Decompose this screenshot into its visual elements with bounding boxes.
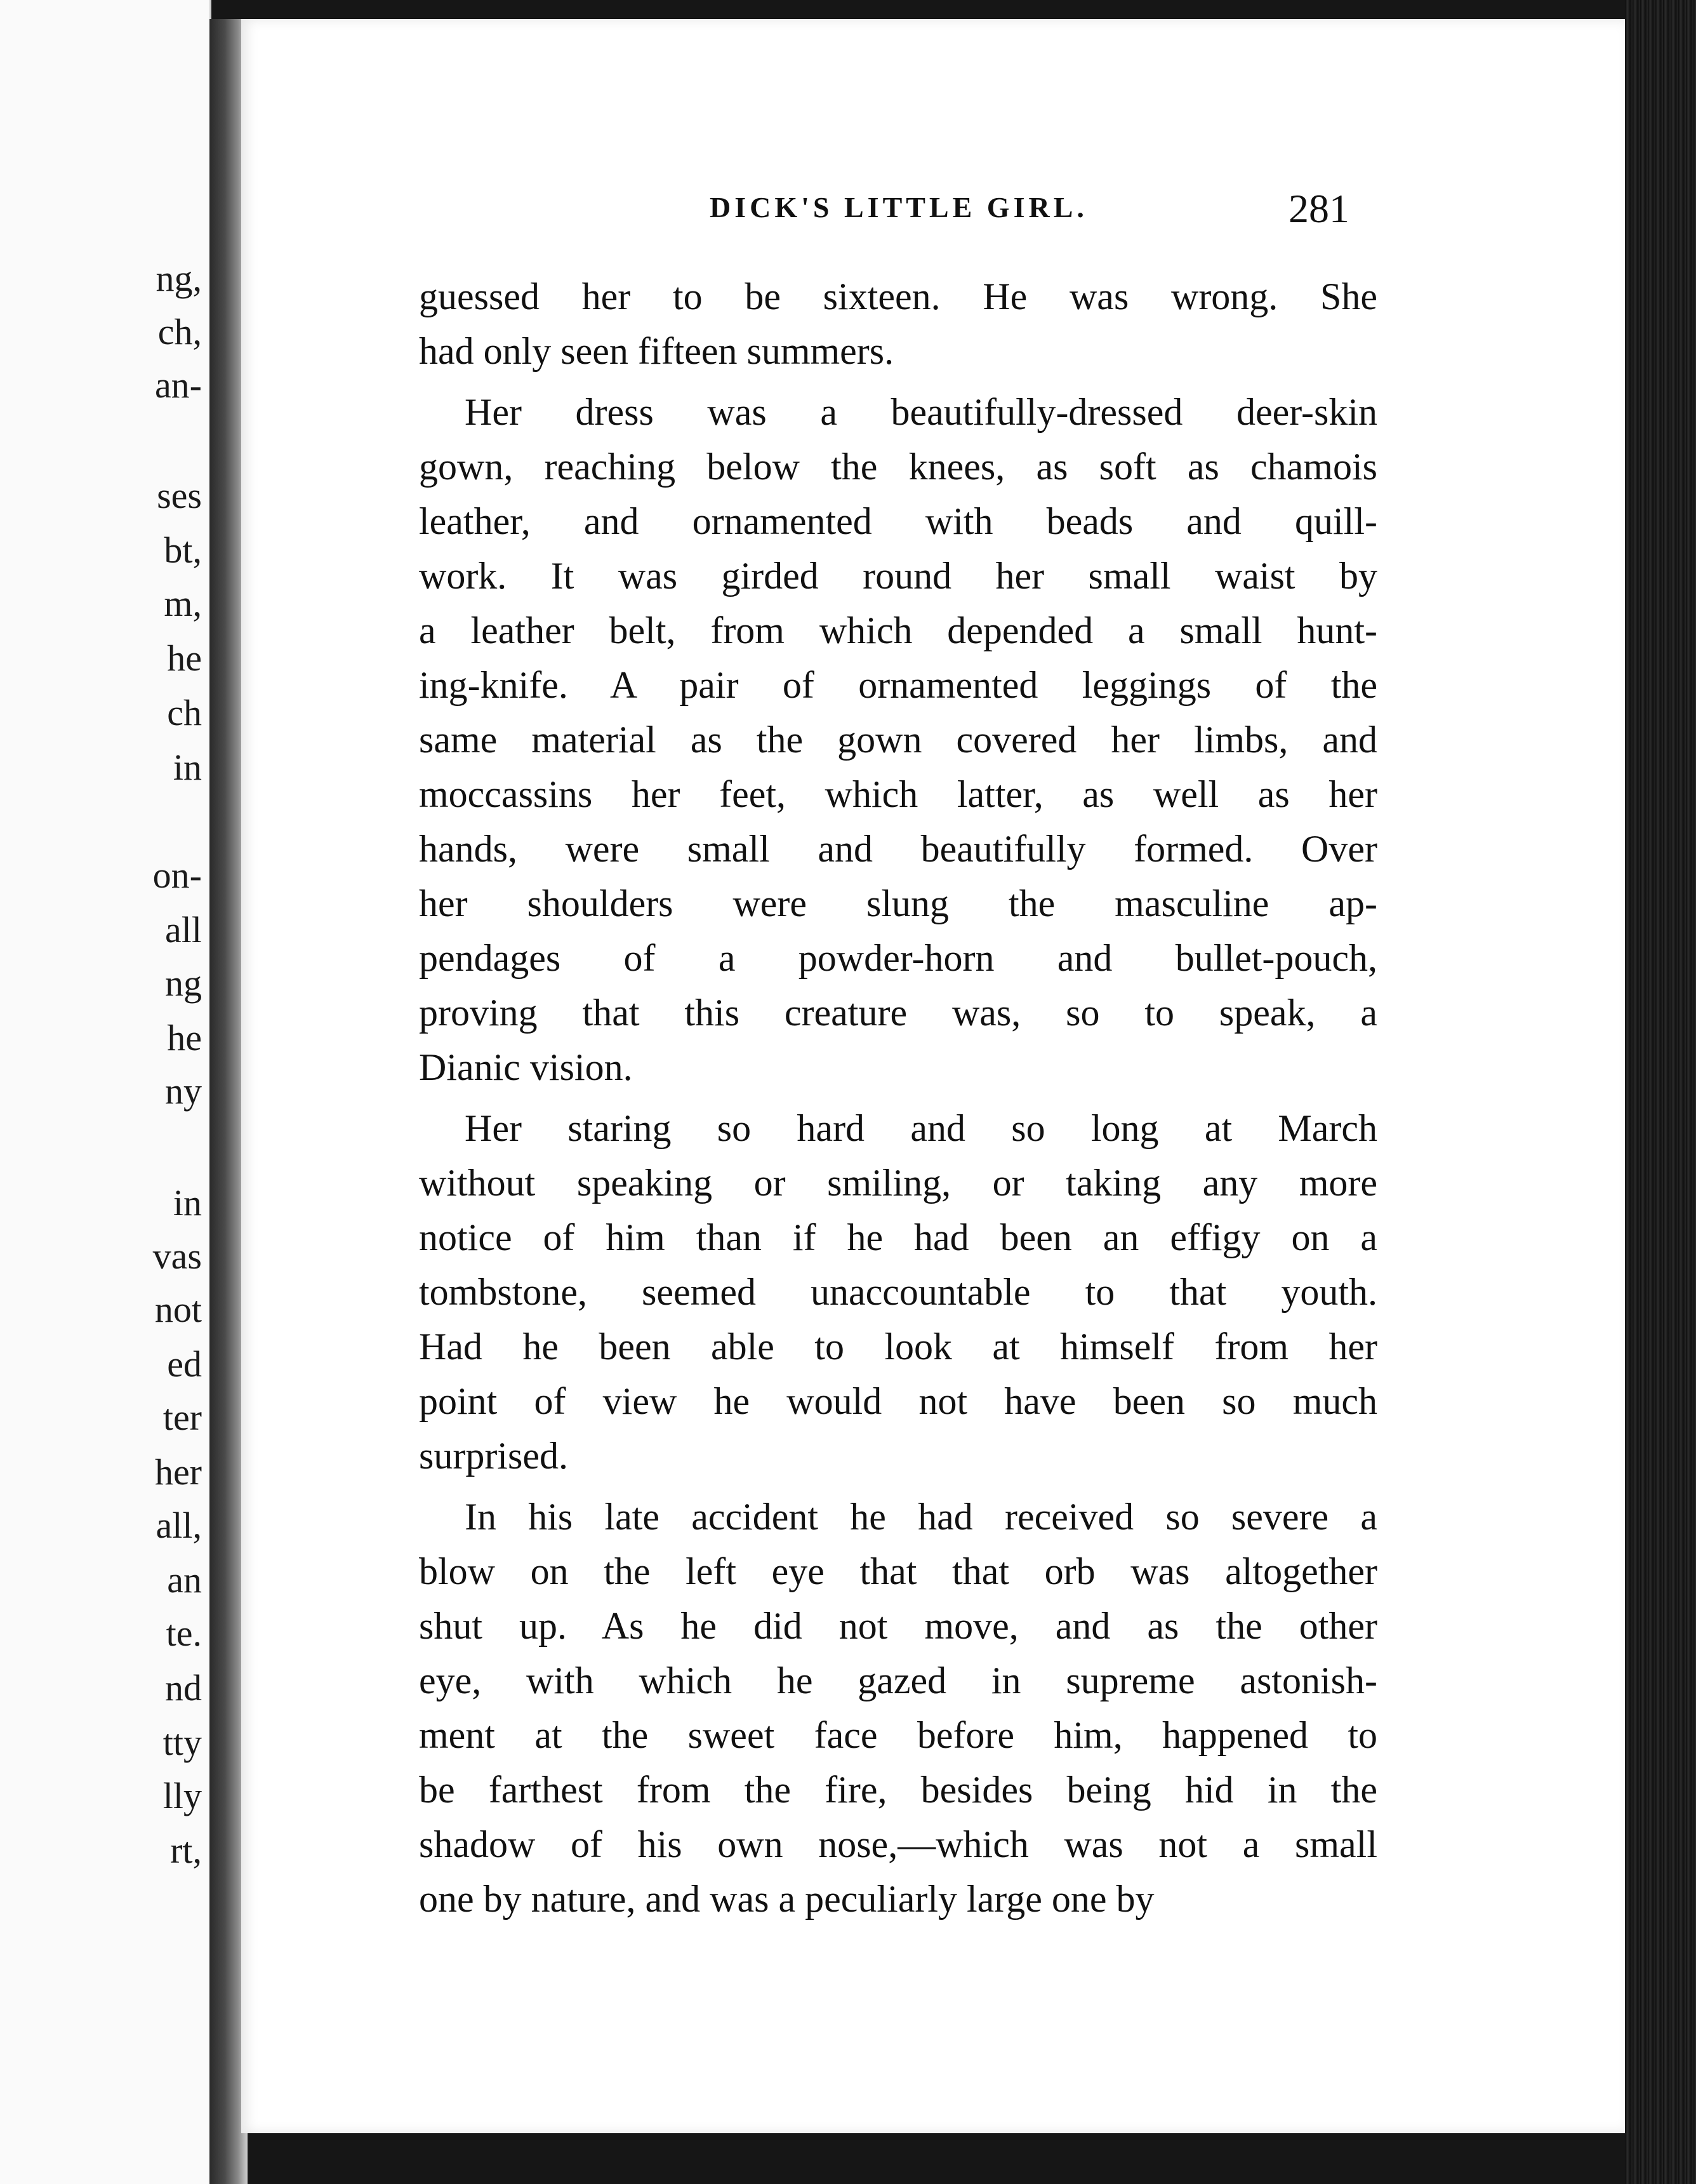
text-line: Dianic vision. bbox=[419, 1046, 633, 1088]
left-page-fragment: te. bbox=[166, 1613, 202, 1654]
left-page-fragment: on- bbox=[152, 855, 202, 896]
left-page-fragment: bt, bbox=[164, 529, 202, 571]
text-line: tombstone, seemed unaccountable to that youth. bbox=[419, 1271, 1377, 1313]
left-page-fragment: rt, bbox=[170, 1830, 202, 1871]
text-line: moccassins her feet, which latter, as well as her bbox=[419, 773, 1377, 815]
text-line: be farthest from the fire, besides being hid in the bbox=[419, 1769, 1377, 1811]
left-page-fragment: an bbox=[167, 1559, 202, 1601]
left-page-fragment: ch bbox=[167, 692, 202, 733]
text-line: Had he been able to look at himself from her bbox=[419, 1326, 1377, 1368]
paragraph-gap bbox=[419, 1483, 1377, 1489]
page-text bbox=[419, 269, 1377, 1926]
paragraph bbox=[419, 385, 1377, 1095]
paragraph-gap bbox=[419, 378, 1377, 385]
text-line: gown, reaching below the knees, as soft as chamois bbox=[419, 446, 1377, 488]
left-page-fragment: ng bbox=[165, 962, 202, 1004]
text-line: had only seen fifteen summers. bbox=[419, 330, 894, 372]
paragraph bbox=[419, 1101, 1377, 1483]
text-line: her shoulders were slung the masculine ap- bbox=[419, 882, 1377, 924]
left-page-fragment: ng, bbox=[156, 258, 202, 299]
left-page-fragment: in bbox=[173, 1182, 202, 1223]
paragraph-gap bbox=[419, 1095, 1377, 1101]
text-line: In his late accident he had received so severe a bbox=[465, 1496, 1377, 1538]
text-line: notice of him than if he had been an effigy on a bbox=[419, 1216, 1377, 1258]
text-line: blow on the left eye that that orb was altogether bbox=[419, 1550, 1377, 1592]
book-edge bbox=[1625, 0, 1696, 2184]
left-page-fragment: her bbox=[154, 1451, 202, 1493]
left-page-fragment: ses bbox=[157, 475, 202, 516]
text-line: eye, with which he gazed in supreme astonish- bbox=[419, 1660, 1377, 1701]
text-line: hands, were small and beautifully formed. Over bbox=[419, 828, 1377, 870]
text-line: work. It was girded round her small waist by bbox=[419, 555, 1377, 597]
text-line: leather, and ornamented with beads and quill- bbox=[419, 500, 1377, 542]
left-page-fragment: ed bbox=[167, 1343, 202, 1385]
text-line: a leather belt, from which depended a small hunt- bbox=[419, 609, 1377, 651]
paragraph bbox=[419, 269, 1377, 378]
text-line: without speaking or smiling, or taking any more bbox=[419, 1162, 1377, 1204]
left-page-fragment: tty bbox=[162, 1722, 202, 1763]
text-line: point of view he would not have been so much bbox=[419, 1380, 1377, 1422]
left-page-fragment: in bbox=[173, 747, 202, 788]
text-line: same material as the gown covered her limbs, and bbox=[419, 719, 1377, 761]
text-line: pendages of a powder-horn and bullet-pouch, bbox=[419, 937, 1377, 979]
left-page-fragment: m, bbox=[164, 583, 202, 624]
paragraph bbox=[419, 1489, 1377, 1926]
text-line: surprised. bbox=[419, 1435, 568, 1477]
left-page-fragment: lly bbox=[162, 1775, 202, 1816]
text-line: ing-knife. A pair of ornamented leggings of the bbox=[419, 664, 1377, 706]
left-page-fragment: not bbox=[154, 1289, 202, 1330]
left-page-fragment: ny bbox=[165, 1070, 202, 1112]
text-line: Her staring so hard and so long at March bbox=[465, 1107, 1377, 1149]
text-line: Her dress was a beautifully-dressed deer-skin bbox=[465, 391, 1377, 433]
text-line: guessed her to be sixteen. He was wrong. She bbox=[419, 276, 1377, 317]
left-page-fragment: nd bbox=[165, 1667, 202, 1708]
left-page-fragment: all, bbox=[156, 1505, 202, 1546]
left-page-fragment: he bbox=[167, 637, 202, 679]
left-page-fragment: all bbox=[165, 909, 202, 950]
left-page-fragment: ter bbox=[162, 1397, 202, 1438]
running-head: DICK'S LITTLE GIRL. bbox=[710, 191, 1088, 223]
left-page-fragment: ch, bbox=[157, 311, 202, 352]
text-line: shut up. As he did not move, and as the other bbox=[419, 1605, 1377, 1647]
left-page-fragment: an- bbox=[154, 364, 202, 406]
text-line: one by nature, and was a peculiarly large one by bbox=[419, 1878, 1155, 1920]
text-line: shadow of his own nose,—which was not a small bbox=[419, 1823, 1377, 1865]
page-number: 281 bbox=[1289, 186, 1349, 231]
left-page-fragment: vas bbox=[152, 1235, 202, 1277]
left-page-fragment: he bbox=[167, 1017, 202, 1058]
left-facing-page bbox=[0, 0, 211, 2184]
text-line: proving that this creature was, so to speak, a bbox=[419, 992, 1377, 1034]
text-line: ment at the sweet face before him, happened to bbox=[419, 1714, 1377, 1756]
